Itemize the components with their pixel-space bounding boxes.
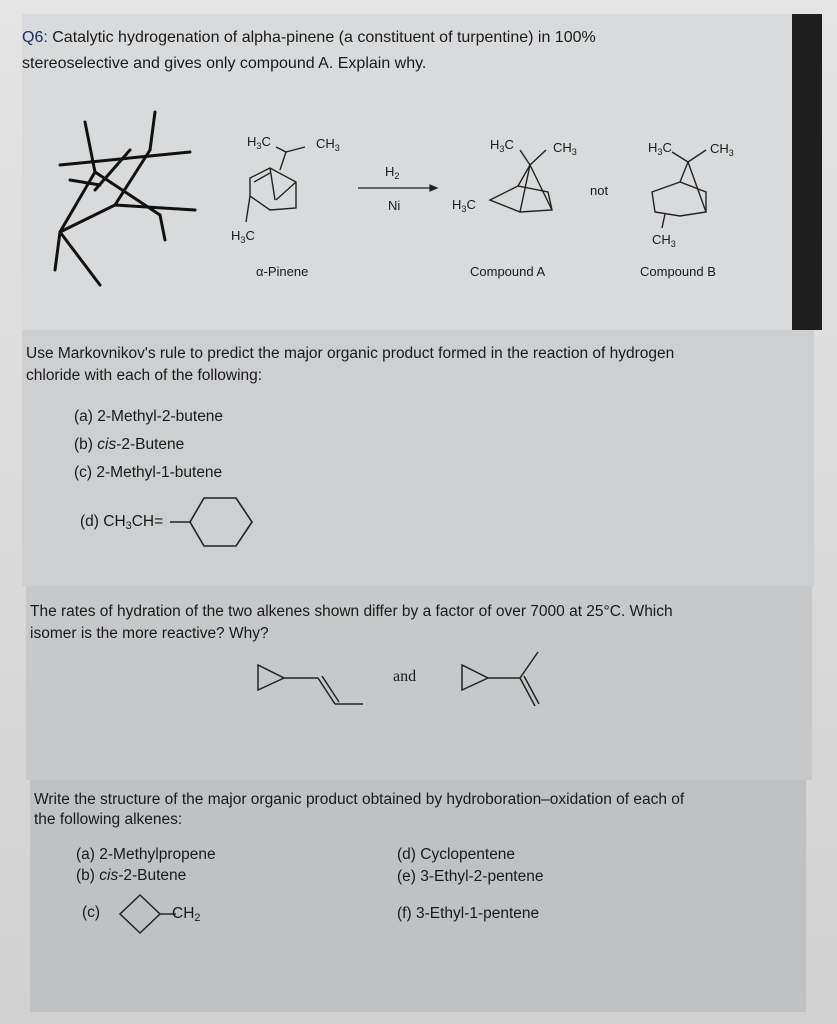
pinene-h3c: $H_3C$ — [247, 134, 271, 151]
hydroboration-line1: Write the structure of the major organic product obtained by hydroboration–oxidation of each of — [34, 791, 685, 808]
hydroboration-item-f — [397, 904, 539, 924]
compound-b-ch3-bottom: $CH_3$ — [652, 232, 676, 249]
hydroboration-item-c-text: $CH_2$ — [172, 905, 201, 924]
hydroboration-item-d — [397, 845, 515, 865]
and-text: and — [393, 668, 417, 685]
pinene-ch3: $CH_3$ — [316, 136, 340, 153]
item-text: -2-Butene — [116, 436, 185, 453]
compound-a-label: Compound A — [470, 264, 546, 279]
hydroboration-line2: the following alkenes: — [34, 811, 183, 828]
hydroboration-item-c-letter: (c) — [82, 904, 101, 921]
item-letter: (f) — [397, 905, 412, 922]
markovnikov-line2: chloride with each of the following: — [26, 367, 263, 384]
item-letter: (b) — [76, 867, 95, 884]
item-prefix: cis — [99, 867, 119, 884]
item-text: 2-Methylpropene — [99, 846, 216, 863]
hydroboration-item-e — [397, 867, 543, 887]
compound-a-ch3: $CH_3$ — [553, 140, 577, 157]
item-text-d: $CH_3CH=$ — [103, 513, 164, 532]
not-text: not — [590, 183, 609, 198]
item-letter: (a) — [74, 408, 93, 425]
q6-line2: stereoselective and gives only compound A. Explain why. — [22, 55, 427, 72]
item-text: 3-Ethyl-2-pentene — [420, 868, 544, 885]
item-letter: (d) — [80, 513, 99, 530]
item-letter: (e) — [397, 868, 416, 885]
item-text: 2-Methyl-2-butene — [97, 408, 224, 425]
item-text: Cyclopentene — [420, 846, 516, 863]
item-prefix: cis — [97, 436, 117, 453]
item-letter: (d) — [397, 846, 416, 863]
compound-b-label: Compound B — [640, 264, 716, 279]
item-letter: (a) — [76, 846, 95, 863]
pinene-h3c-bottom: $H_3C$ — [231, 228, 255, 245]
item-letter: (c) — [74, 464, 93, 481]
alpha-pinene-label: α-Pinene — [256, 264, 309, 279]
item-text: -2-Butene — [118, 867, 187, 884]
item-text: 3-Ethyl-1-pentene — [415, 905, 540, 922]
compound-a-h3c: $H_3C$ — [490, 137, 514, 154]
q6-text-1: Catalytic hydrogenation of alpha-pinene (a constituent of turpentine) in 100% — [52, 29, 596, 46]
reagent-h2: $H_2$ — [385, 164, 400, 181]
hydration-line1: The rates of hydration of the two alkenes shown differ by a factor of over 7000 at 25°C. Which — [30, 603, 673, 620]
item-letter: (b) — [74, 436, 93, 453]
compound-a-h3c-left: $H_3C$ — [452, 197, 476, 214]
reagent-ni: Ni — [388, 198, 401, 213]
compound-b-ch3: $CH_3$ — [710, 141, 734, 158]
compound-b-h3c: $H_3C$ — [648, 140, 672, 157]
q6-label: Q6: — [22, 29, 48, 46]
markovnikov-line1: Use Markovnikov's rule to predict the major organic product formed in the reaction of hydrogen — [26, 345, 675, 362]
item-text: 2-Methyl-1-butene — [96, 464, 223, 481]
hydration-line2: isomer is the more reactive? Why? — [30, 625, 269, 642]
